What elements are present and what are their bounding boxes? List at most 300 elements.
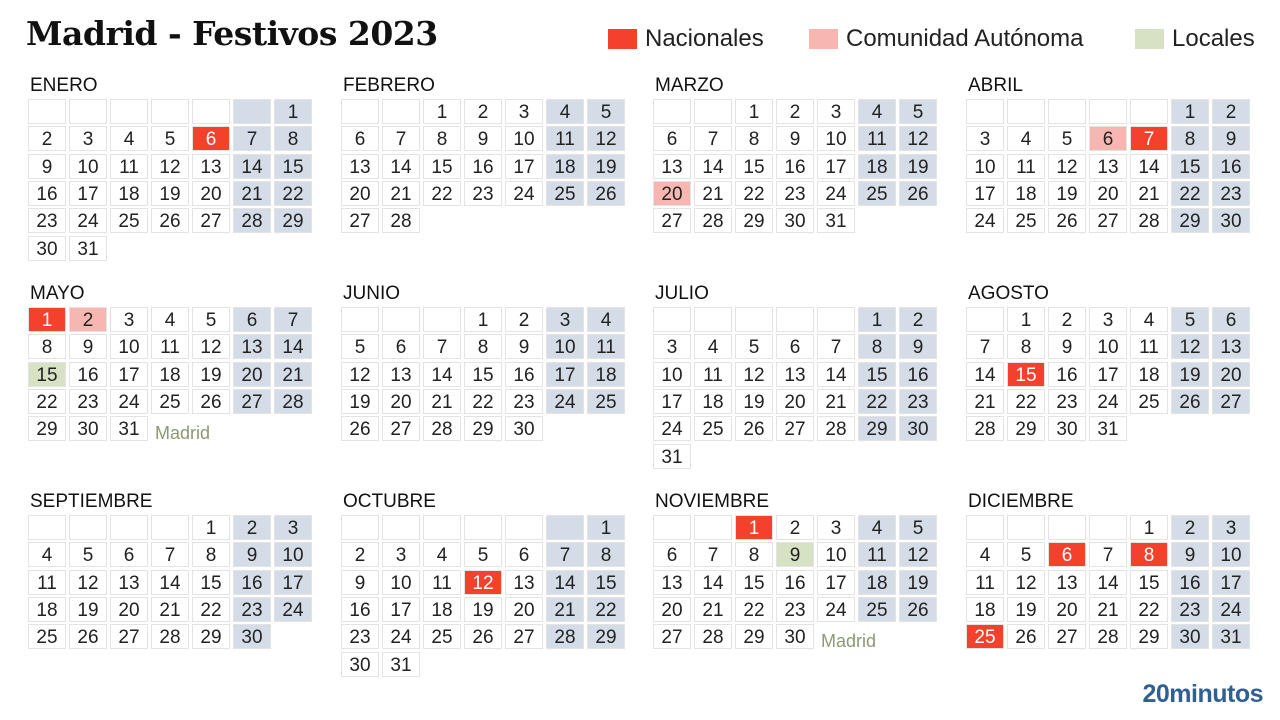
- day-cell: 8: [423, 126, 461, 151]
- day-cell: 4: [1007, 126, 1045, 151]
- day-cell: 10: [546, 334, 584, 359]
- day-cell: 9: [341, 570, 379, 595]
- day-cell: 5: [899, 99, 937, 124]
- month-grid: [966, 515, 1266, 679]
- day-cell: 13: [1212, 334, 1250, 359]
- day-cell: 29: [1171, 208, 1209, 233]
- day-cell: 14: [151, 570, 189, 595]
- day-cell: 12: [192, 334, 230, 359]
- day-cell: 18: [151, 362, 189, 387]
- day-cell: 13: [110, 570, 148, 595]
- day-cell: 12: [1171, 334, 1209, 359]
- day-cell: 3: [382, 542, 420, 567]
- day-cell: 23: [899, 389, 937, 414]
- day-cell: 17: [1212, 570, 1250, 595]
- day-cell: 17: [817, 154, 855, 179]
- day-cell: 21: [694, 597, 732, 622]
- day-cell: 6: [653, 126, 691, 151]
- calendar-empty-cell: [1130, 99, 1168, 124]
- day-cell: 2: [341, 542, 379, 567]
- day-cell: 21: [546, 597, 584, 622]
- day-cell: 22: [735, 597, 773, 622]
- brand-logo: 20minutos: [1142, 680, 1263, 708]
- day-cell: 18: [587, 362, 625, 387]
- day-cell: 12: [587, 126, 625, 151]
- month-name: DICIEMBRE: [968, 491, 1074, 512]
- day-cell: 4: [151, 307, 189, 332]
- day-cell: 12: [899, 126, 937, 151]
- day-cell: 4: [966, 542, 1004, 567]
- day-cell: 20: [341, 181, 379, 206]
- day-cell: 19: [899, 570, 937, 595]
- day-cell: 21: [694, 181, 732, 206]
- day-cell: 12: [1007, 570, 1045, 595]
- month-grid: [966, 307, 1266, 471]
- day-cell: 31: [1089, 416, 1127, 441]
- day-cell: 13: [1048, 570, 1086, 595]
- calendar-empty-cell: [341, 515, 379, 540]
- day-cell: 25: [1130, 389, 1168, 414]
- day-cell: 2: [28, 126, 66, 151]
- day-cell: 10: [1212, 542, 1250, 567]
- day-cell: 27: [653, 208, 691, 233]
- month-enero: [28, 73, 328, 263]
- day-cell: 2: [1048, 307, 1086, 332]
- day-cell: 28: [274, 389, 312, 414]
- legend-item-nacionales: [608, 25, 764, 53]
- calendar-empty-cell: [1048, 99, 1086, 124]
- day-cell: 16: [1171, 570, 1209, 595]
- calendar-empty-cell: [505, 515, 543, 540]
- day-cell: 3: [817, 515, 855, 540]
- day-cell: 11: [546, 126, 584, 151]
- day-cell: 29: [192, 624, 230, 649]
- day-cell: 13: [1089, 154, 1127, 179]
- day-cell: 4: [587, 307, 625, 332]
- day-cell: 1: [464, 307, 502, 332]
- day-cell: 11: [858, 542, 896, 567]
- day-cell: 4: [423, 542, 461, 567]
- month-name: MAYO: [30, 283, 85, 304]
- day-cell: 14: [694, 570, 732, 595]
- day-cell: 4: [28, 542, 66, 567]
- day-cell: 3: [1212, 515, 1250, 540]
- day-cell: 20: [1048, 597, 1086, 622]
- calendar-empty-cell: [341, 307, 379, 332]
- day-cell: 2: [899, 307, 937, 332]
- day-cell: 13: [653, 154, 691, 179]
- day-cell: 7: [382, 126, 420, 151]
- day-cell: 22: [464, 389, 502, 414]
- month-mayo: [28, 281, 328, 471]
- day-cell: 16: [1048, 362, 1086, 387]
- day-cell: 20: [505, 597, 543, 622]
- day-cell: 24: [546, 389, 584, 414]
- holiday-day-cell: 8: [1130, 542, 1168, 567]
- day-cell: 9: [464, 126, 502, 151]
- day-cell: 27: [341, 208, 379, 233]
- day-cell: 5: [899, 515, 937, 540]
- day-cell: 11: [110, 154, 148, 179]
- day-cell: 29: [1130, 624, 1168, 649]
- day-cell: 16: [899, 362, 937, 387]
- day-cell: 23: [233, 597, 271, 622]
- day-cell: 12: [69, 570, 107, 595]
- calendar-empty-cell: [69, 515, 107, 540]
- day-cell: 6: [233, 307, 271, 332]
- day-cell: 30: [28, 236, 66, 261]
- day-cell: 10: [505, 126, 543, 151]
- day-cell: 16: [69, 362, 107, 387]
- calendar-empty-cell: [546, 515, 584, 540]
- day-cell: 27: [1048, 624, 1086, 649]
- day-cell: 30: [1212, 208, 1250, 233]
- day-cell: 21: [817, 389, 855, 414]
- day-cell: 9: [899, 334, 937, 359]
- day-cell: 3: [546, 307, 584, 332]
- calendar-empty-cell: [382, 515, 420, 540]
- day-cell: 23: [776, 597, 814, 622]
- day-cell: 1: [274, 99, 312, 124]
- day-cell: 13: [653, 570, 691, 595]
- day-cell: 1: [587, 515, 625, 540]
- day-cell: 15: [1130, 570, 1168, 595]
- day-cell: 18: [28, 597, 66, 622]
- day-cell: 8: [192, 542, 230, 567]
- day-cell: 16: [233, 570, 271, 595]
- month-grid: [341, 99, 641, 263]
- day-cell: 15: [274, 154, 312, 179]
- day-cell: 10: [817, 126, 855, 151]
- month-name: FEBRERO: [343, 75, 435, 96]
- month-name: JULIO: [655, 283, 709, 304]
- day-cell: 6: [341, 126, 379, 151]
- month-agosto: [966, 281, 1266, 471]
- calendar-empty-cell: [653, 99, 691, 124]
- day-cell: 20: [110, 597, 148, 622]
- month-abril: [966, 73, 1266, 263]
- day-cell: 29: [858, 416, 896, 441]
- day-cell: 15: [735, 154, 773, 179]
- day-cell: 27: [233, 389, 271, 414]
- calendar-empty-cell: [464, 515, 502, 540]
- day-cell: 28: [1130, 208, 1168, 233]
- day-cell: 25: [151, 389, 189, 414]
- month-diciembre: [966, 489, 1266, 679]
- day-cell: 21: [423, 389, 461, 414]
- day-cell: 3: [274, 515, 312, 540]
- holiday-day-cell: 2: [69, 307, 107, 332]
- calendar-empty-cell: [1048, 515, 1086, 540]
- day-cell: 22: [1007, 389, 1045, 414]
- day-cell: 15: [858, 362, 896, 387]
- day-cell: 30: [69, 416, 107, 441]
- calendar-empty-cell: [966, 515, 1004, 540]
- day-cell: 19: [69, 597, 107, 622]
- day-cell: 5: [192, 307, 230, 332]
- day-cell: 11: [423, 570, 461, 595]
- day-cell: 2: [1212, 99, 1250, 124]
- month-name: AGOSTO: [968, 283, 1049, 304]
- day-cell: 21: [1089, 597, 1127, 622]
- day-cell: 24: [817, 597, 855, 622]
- holiday-day-cell: 15: [28, 362, 66, 387]
- day-cell: 2: [233, 515, 271, 540]
- day-cell: 11: [1130, 334, 1168, 359]
- calendar-empty-cell: [1007, 515, 1045, 540]
- day-cell: 24: [817, 181, 855, 206]
- legend-label-comunidad: Comunidad Autónoma: [846, 25, 1084, 52]
- holiday-day-cell: 25: [966, 624, 1004, 649]
- day-cell: 22: [28, 389, 66, 414]
- day-cell: 31: [817, 208, 855, 233]
- calendar-empty-cell: [694, 307, 732, 332]
- day-cell: 13: [341, 154, 379, 179]
- day-cell: 5: [341, 334, 379, 359]
- day-cell: 23: [1212, 181, 1250, 206]
- calendar-empty-cell: [1089, 515, 1127, 540]
- day-cell: 31: [382, 652, 420, 677]
- day-cell: 20: [653, 597, 691, 622]
- day-cell: 24: [1212, 597, 1250, 622]
- day-cell: 9: [776, 126, 814, 151]
- day-cell: 14: [1089, 570, 1127, 595]
- day-cell: 25: [110, 208, 148, 233]
- day-cell: 28: [546, 624, 584, 649]
- day-cell: 8: [735, 542, 773, 567]
- local-holiday-note: Madrid: [155, 423, 211, 444]
- day-cell: 17: [653, 389, 691, 414]
- day-cell: 28: [817, 416, 855, 441]
- month-name: NOVIEMBRE: [655, 491, 770, 512]
- day-cell: 8: [1007, 334, 1045, 359]
- day-cell: 6: [776, 334, 814, 359]
- page-title: Madrid - Festivos 2023: [26, 14, 438, 53]
- month-febrero: [341, 73, 641, 263]
- day-cell: 10: [966, 154, 1004, 179]
- day-cell: 21: [274, 362, 312, 387]
- month-grid: [966, 99, 1266, 263]
- calendar-empty-cell: [694, 99, 732, 124]
- day-cell: 13: [505, 570, 543, 595]
- day-cell: 22: [858, 389, 896, 414]
- day-cell: 26: [151, 208, 189, 233]
- month-name: SEPTIEMBRE: [30, 491, 153, 512]
- day-cell: 4: [694, 334, 732, 359]
- day-cell: 25: [694, 416, 732, 441]
- day-cell: 14: [1130, 154, 1168, 179]
- month-grid: [653, 99, 953, 263]
- calendar-empty-cell: [694, 515, 732, 540]
- day-cell: 3: [110, 307, 148, 332]
- day-cell: 12: [735, 362, 773, 387]
- month-name: MARZO: [655, 75, 724, 96]
- day-cell: 13: [192, 154, 230, 179]
- day-cell: 9: [69, 334, 107, 359]
- day-cell: 6: [505, 542, 543, 567]
- day-cell: 17: [69, 181, 107, 206]
- day-cell: 29: [1007, 416, 1045, 441]
- day-cell: 16: [505, 362, 543, 387]
- day-cell: 1: [858, 307, 896, 332]
- day-cell: 18: [546, 154, 584, 179]
- day-cell: 14: [382, 154, 420, 179]
- calendar-empty-cell: [110, 515, 148, 540]
- day-cell: 14: [817, 362, 855, 387]
- day-cell: 15: [464, 362, 502, 387]
- local-holiday-note: Madrid: [821, 631, 877, 652]
- day-cell: 22: [1130, 597, 1168, 622]
- day-cell: 28: [694, 624, 732, 649]
- day-cell: 29: [735, 624, 773, 649]
- calendar-empty-cell: [735, 307, 773, 332]
- day-cell: 26: [1171, 389, 1209, 414]
- month-septiembre: [28, 489, 328, 679]
- day-cell: 23: [505, 389, 543, 414]
- month-octubre: [341, 489, 641, 679]
- day-cell: 8: [28, 334, 66, 359]
- day-cell: 7: [233, 126, 271, 151]
- day-cell: 21: [233, 181, 271, 206]
- day-cell: 25: [858, 597, 896, 622]
- calendar-empty-cell: [69, 99, 107, 124]
- day-cell: 8: [587, 542, 625, 567]
- day-cell: 11: [28, 570, 66, 595]
- day-cell: 28: [966, 416, 1004, 441]
- day-cell: 4: [110, 126, 148, 151]
- day-cell: 1: [735, 99, 773, 124]
- day-cell: 27: [110, 624, 148, 649]
- day-cell: 26: [735, 416, 773, 441]
- day-cell: 11: [151, 334, 189, 359]
- day-cell: 24: [382, 624, 420, 649]
- calendar-empty-cell: [776, 307, 814, 332]
- day-cell: 28: [1089, 624, 1127, 649]
- day-cell: 7: [151, 542, 189, 567]
- day-cell: 5: [587, 99, 625, 124]
- day-cell: 9: [1048, 334, 1086, 359]
- calendar-empty-cell: [151, 99, 189, 124]
- day-cell: 24: [1089, 389, 1127, 414]
- day-cell: 14: [546, 570, 584, 595]
- holiday-day-cell: 1: [735, 515, 773, 540]
- holiday-day-cell: 6: [1048, 542, 1086, 567]
- day-cell: 7: [274, 307, 312, 332]
- day-cell: 14: [966, 362, 1004, 387]
- day-cell: 1: [1007, 307, 1045, 332]
- day-cell: 19: [464, 597, 502, 622]
- day-cell: 21: [382, 181, 420, 206]
- day-cell: 23: [341, 624, 379, 649]
- month-grid: [28, 307, 328, 471]
- legend-label-locales: Locales: [1172, 25, 1255, 52]
- day-cell: 30: [1171, 624, 1209, 649]
- day-cell: 26: [192, 389, 230, 414]
- day-cell: 8: [1171, 126, 1209, 151]
- day-cell: 5: [69, 542, 107, 567]
- day-cell: 10: [817, 542, 855, 567]
- day-cell: 27: [776, 416, 814, 441]
- day-cell: 28: [151, 624, 189, 649]
- day-cell: 20: [1089, 181, 1127, 206]
- day-cell: 31: [653, 444, 691, 469]
- day-cell: 3: [1089, 307, 1127, 332]
- day-cell: 17: [110, 362, 148, 387]
- day-cell: 24: [69, 208, 107, 233]
- day-cell: 16: [776, 154, 814, 179]
- month-name: JUNIO: [343, 283, 400, 304]
- month-grid: [653, 515, 953, 679]
- day-cell: 7: [546, 542, 584, 567]
- day-cell: 17: [546, 362, 584, 387]
- month-name: ENERO: [30, 75, 98, 96]
- month-grid: [653, 307, 953, 471]
- day-cell: 7: [694, 126, 732, 151]
- day-cell: 14: [423, 362, 461, 387]
- day-cell: 19: [1171, 362, 1209, 387]
- day-cell: 12: [151, 154, 189, 179]
- legend-swatch-locales: [1135, 29, 1164, 49]
- holiday-day-cell: 6: [192, 126, 230, 151]
- day-cell: 15: [735, 570, 773, 595]
- day-cell: 9: [1171, 542, 1209, 567]
- day-cell: 4: [1130, 307, 1168, 332]
- day-cell: 27: [653, 624, 691, 649]
- day-cell: 18: [1130, 362, 1168, 387]
- month-grid: [341, 515, 641, 679]
- day-cell: 3: [505, 99, 543, 124]
- day-cell: 14: [274, 334, 312, 359]
- day-cell: 10: [274, 542, 312, 567]
- day-cell: 12: [1048, 154, 1086, 179]
- day-cell: 22: [274, 181, 312, 206]
- day-cell: 18: [423, 597, 461, 622]
- holiday-day-cell: 15: [1007, 362, 1045, 387]
- day-cell: 5: [1007, 542, 1045, 567]
- day-cell: 1: [1171, 99, 1209, 124]
- day-cell: 10: [1089, 334, 1127, 359]
- day-cell: 22: [1171, 181, 1209, 206]
- day-cell: 19: [1048, 181, 1086, 206]
- calendar-empty-cell: [653, 307, 691, 332]
- day-cell: 20: [1212, 362, 1250, 387]
- day-cell: 19: [735, 389, 773, 414]
- day-cell: 24: [966, 208, 1004, 233]
- month-grid: [28, 99, 328, 263]
- holiday-day-cell: 6: [1089, 126, 1127, 151]
- legend: [0, 25, 1280, 55]
- day-cell: 16: [776, 570, 814, 595]
- day-cell: 27: [1089, 208, 1127, 233]
- day-cell: 17: [505, 154, 543, 179]
- day-cell: 23: [69, 389, 107, 414]
- holiday-day-cell: 1: [28, 307, 66, 332]
- day-cell: 21: [966, 389, 1004, 414]
- calendar-empty-cell: [28, 515, 66, 540]
- day-cell: 26: [464, 624, 502, 649]
- day-cell: 26: [899, 181, 937, 206]
- calendar-empty-cell: [653, 515, 691, 540]
- legend-swatch-comunidad: [809, 29, 838, 49]
- day-cell: 25: [423, 624, 461, 649]
- day-cell: 13: [776, 362, 814, 387]
- day-cell: 26: [587, 181, 625, 206]
- day-cell: 29: [28, 416, 66, 441]
- day-cell: 29: [735, 208, 773, 233]
- day-cell: 29: [464, 416, 502, 441]
- day-cell: 3: [817, 99, 855, 124]
- day-cell: 3: [69, 126, 107, 151]
